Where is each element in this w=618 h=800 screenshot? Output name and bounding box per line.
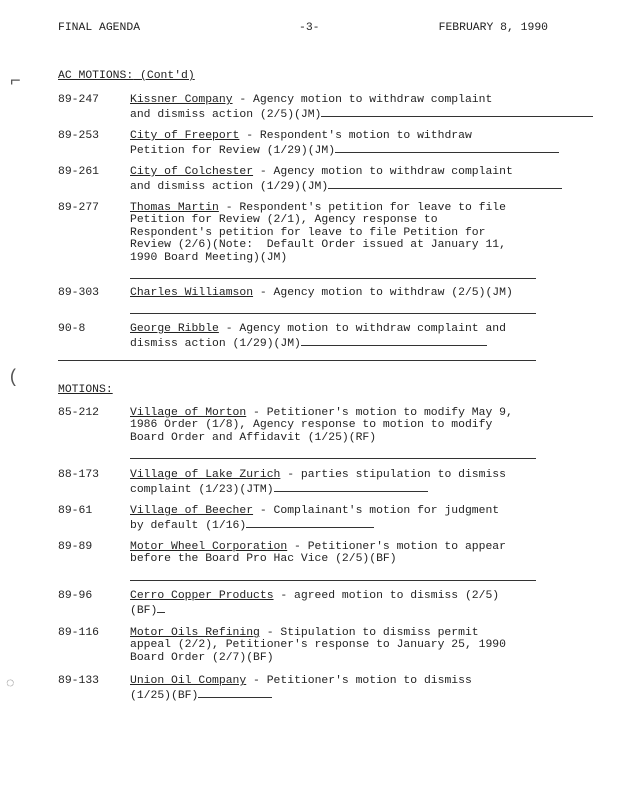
description-line: - Stipulation to dismiss permit <box>259 627 479 639</box>
party-name: Village of Lake Zurich <box>130 469 281 481</box>
item-description <box>130 590 538 618</box>
description-line: (1/25)(BF) <box>130 690 199 703</box>
signature-blank <box>130 303 536 314</box>
signature-blank <box>328 178 562 189</box>
agenda-item <box>58 675 548 703</box>
description-line: (BF) <box>130 605 158 618</box>
item-description <box>130 287 538 314</box>
case-number: 89-303 <box>58 287 100 299</box>
case-number: 89-247 <box>58 94 100 106</box>
agenda-item <box>58 541 548 581</box>
case-number: 90-8 <box>58 323 86 335</box>
signature-blank <box>335 142 559 153</box>
header-left: FINAL AGENDA <box>58 22 141 34</box>
section-title-ac-motions: AC MOTIONS: (Cont'd) <box>58 70 195 82</box>
section-title-motions: MOTIONS: <box>58 384 113 396</box>
description-line: - Agency motion to withdraw complaint <box>253 166 513 178</box>
header-date: FEBRUARY 8, 1990 <box>438 22 548 34</box>
case-number: 89-96 <box>58 590 93 602</box>
signature-blank <box>130 570 536 581</box>
party-name: City of Colchester <box>130 166 254 178</box>
description-line: - Petitioner's motion to dismiss <box>246 675 472 687</box>
signature-blank <box>198 687 272 698</box>
party-name: Thomas Martin <box>130 202 219 214</box>
agenda-item <box>58 94 548 122</box>
item-description <box>130 469 538 497</box>
case-number: 89-61 <box>58 505 93 517</box>
item-description <box>130 675 538 703</box>
description-line: - agreed motion to dismiss (2/5) <box>273 590 500 602</box>
party-name: Charles Williamson <box>130 287 254 299</box>
margin-mark-icon: ⌐ <box>10 72 21 92</box>
description-line: - Agency motion to withdraw complaint <box>232 94 493 106</box>
description-line: - Petitioner's motion to modify May 9, <box>246 407 513 419</box>
item-description <box>130 627 538 664</box>
agenda-item <box>58 407 548 459</box>
signature-blank <box>301 335 487 346</box>
description-line: Petition for Review (1/29)(JM) <box>130 145 336 158</box>
signature-blank <box>130 268 536 279</box>
case-number: 89-261 <box>58 166 100 178</box>
case-number: 88-173 <box>58 469 100 481</box>
agenda-item <box>58 469 548 497</box>
description-line: and dismiss action (2/5)(JM) <box>130 109 322 122</box>
agenda-item <box>58 287 548 314</box>
description-line: - Respondent's motion to withdraw <box>239 130 472 142</box>
agenda-item <box>58 627 548 664</box>
agenda-item <box>58 202 548 279</box>
signature-blank <box>130 448 536 459</box>
party-name: Cerro Copper Products <box>130 590 274 602</box>
description-line: - Respondent's petition for leave to file <box>218 202 506 214</box>
item-description <box>130 323 538 351</box>
agenda-item <box>58 130 548 158</box>
description-line: Board Order and Affidavit (1/25)(RF) <box>130 431 377 444</box>
signature-blank <box>157 602 165 613</box>
item-description <box>130 407 538 459</box>
margin-mark-icon: ( <box>8 368 19 388</box>
case-number: 89-89 <box>58 541 93 553</box>
agenda-item <box>58 505 548 533</box>
party-name: Village of Beecher <box>130 505 254 517</box>
item-description <box>130 94 538 122</box>
item-description <box>130 202 538 279</box>
case-number: 89-133 <box>58 675 100 687</box>
case-number: 89-277 <box>58 202 100 214</box>
item-description <box>130 130 538 158</box>
description-line: before the Board Pro Hac Vice (2/5)(BF) <box>130 553 397 566</box>
description-line: Board Order (2/7)(BF) <box>130 651 274 664</box>
case-number: 85-212 <box>58 407 100 419</box>
party-name: Motor Wheel Corporation <box>130 541 288 553</box>
signature-blank <box>321 106 593 117</box>
item-description <box>130 541 538 581</box>
signature-blank <box>246 517 374 528</box>
description-line: 1986 Order (1/8), Agency response to motion to modify <box>130 419 493 432</box>
case-number: 89-116 <box>58 627 100 639</box>
description-line: - Agency motion to withdraw (2/5)(JM) <box>253 287 513 299</box>
description-line: dismiss action (1/29)(JM) <box>130 338 301 351</box>
description-line: Respondent's petition for leave to file Petition for <box>130 226 486 239</box>
item-description <box>130 166 538 194</box>
party-name: Motor Oils Refining <box>130 627 260 639</box>
page-number: -3- <box>299 22 320 34</box>
item-description <box>130 505 538 533</box>
party-name: Village of Morton <box>130 407 247 419</box>
agenda-item <box>58 166 548 194</box>
agenda-item <box>58 590 548 618</box>
section-separator <box>58 360 536 361</box>
party-name: George Ribble <box>130 323 219 335</box>
description-line: - parties stipulation to dismiss <box>280 469 506 481</box>
description-line: - Petitioner's motion to appear <box>287 541 506 553</box>
description-line: complaint (1/23)(JTM) <box>130 484 274 497</box>
party-name: Union Oil Company <box>130 675 247 687</box>
description-line: Review (2/6)(Note: Default Order issued at January 11, <box>130 239 506 252</box>
party-name: City of Freeport <box>130 130 240 142</box>
description-line: and dismiss action (1/29)(JM) <box>130 181 329 194</box>
description-line: 1990 Board Meeting)(JM) <box>130 251 288 264</box>
description-line: by default (1/16) <box>130 520 247 533</box>
description-line: appeal (2/2), Petitioner's response to January 25, 1990 <box>130 639 506 652</box>
description-line: - Complainant's motion for judgment <box>253 505 500 517</box>
page-header <box>58 22 548 36</box>
signature-blank <box>274 481 428 492</box>
description-line: Petition for Review (2/1), Agency response to <box>130 214 438 227</box>
case-number: 89-253 <box>58 130 100 142</box>
agenda-item <box>58 323 548 351</box>
margin-mark-icon: ◌ <box>6 676 15 692</box>
party-name: Kissner Company <box>130 94 233 106</box>
description-line: - Agency motion to withdraw complaint and <box>218 323 506 335</box>
